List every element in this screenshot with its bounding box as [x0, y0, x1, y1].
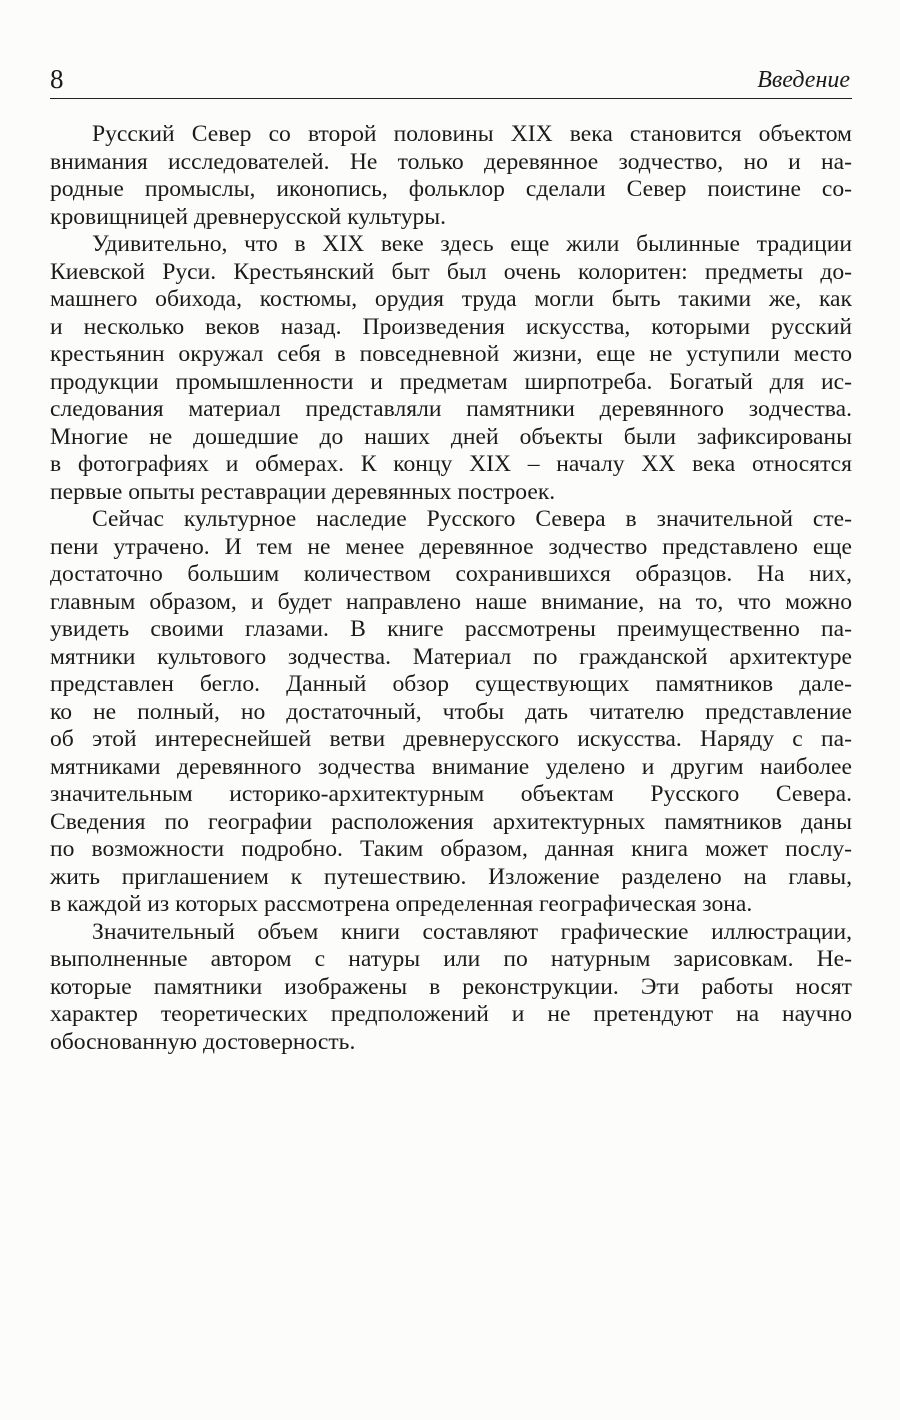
text-line: продукции промышленности и предметам ширпотреба. Богатый для ис-	[50, 368, 852, 395]
running-header	[50, 62, 852, 99]
text-line: Значительный объем книги составляют графические иллюстрации,	[92, 918, 852, 945]
text-line: следования материал представляли памятники деревянного зодчества.	[50, 396, 852, 422]
text-line: представлен бегло. Данный обзор существующих памятников дале-	[50, 671, 852, 697]
page-number: 8	[50, 64, 64, 94]
text-line: выполненные автором с натуры или по натурным зарисовкам. Не-	[50, 946, 852, 972]
text-line: родные промыслы, иконопись, фольклор сделали Север поистине со-	[50, 176, 852, 202]
running-section-title: Введение	[757, 67, 850, 93]
text-line: в фотографиях и обмерах. К концу XIX – началу XX века относятся	[50, 451, 852, 477]
text-line: жить приглашением к путешествию. Изложение разделено на главы,	[50, 863, 852, 890]
text-line: значительным историко-архитектурным объектам Русского Севера.	[50, 781, 852, 807]
text-line: мятниками деревянного зодчества внимание уделено и другим наиболее	[50, 753, 852, 780]
text-line: внимания исследователей. Не только деревянное зодчество, но и на-	[50, 148, 852, 175]
text-line: Русский Север со второй половины XIX века становится объектом	[92, 121, 852, 147]
text-line: машнего обихода, костюмы, орудия труда могли быть такими же, как	[50, 286, 852, 312]
text-line: кровищницей древнерусской культуры.	[50, 203, 447, 230]
text-line: по возможности подробно. Таким образом, данная книга может послу-	[50, 836, 852, 862]
text-line: ко не полный, но достаточный, чтобы дать читателю представление	[50, 698, 852, 725]
text-line: Многие не дошедшие до наших дней объекты были зафиксированы	[50, 423, 852, 450]
text-line: обоснованную достоверность.	[50, 1028, 356, 1055]
paragraph-4	[50, 919, 852, 1057]
text-line: характер теоретических предположений и не претендуют на научно	[50, 1001, 852, 1027]
text-line: увидеть своими глазами. В книге рассмотрены преимущественно па-	[50, 616, 852, 642]
text-line: мятники культового зодчества. Материал по гражданской архитектуре	[50, 643, 852, 670]
text-line: Киевской Руси. Крестьянский быт был очень колоритен: предметы до-	[50, 258, 852, 285]
body-text	[50, 121, 852, 1056]
text-line: об этой интереснейшей ветви древнерусского искусства. Наряду с па-	[50, 726, 852, 752]
text-line: крестьянин окружал себя в повседневной жизни, еще не уступили место	[50, 341, 852, 367]
paragraph-3	[50, 506, 852, 919]
paragraph-1	[50, 121, 852, 231]
text-line: главным образом, и будет направлено наше внимание, на то, что можно	[50, 588, 852, 615]
text-line: Сведения по географии расположения архитектурных памятников даны	[50, 808, 852, 835]
text-line: которые памятники изображены в реконструкции. Эти работы носят	[50, 973, 852, 1000]
text-line: Сейчас культурное наследие Русского Севера в значительной сте-	[92, 506, 852, 532]
text-line: Удивительно, что в XIX веке здесь еще жили былинные традиции	[92, 231, 852, 257]
text-line: первые опыты реставрации деревянных построек.	[50, 478, 556, 505]
text-line: достаточно большим количеством сохранившихся образцов. На них,	[50, 561, 852, 587]
text-line: и несколько веков назад. Произведения искусства, которыми русский	[50, 313, 852, 340]
text-line: в каждой из которых рассмотрена определенная географическая зона.	[50, 891, 753, 917]
paragraph-2	[50, 231, 852, 506]
text-line: пени утрачено. И тем не менее деревянное зодчество представлено еще	[50, 533, 852, 560]
